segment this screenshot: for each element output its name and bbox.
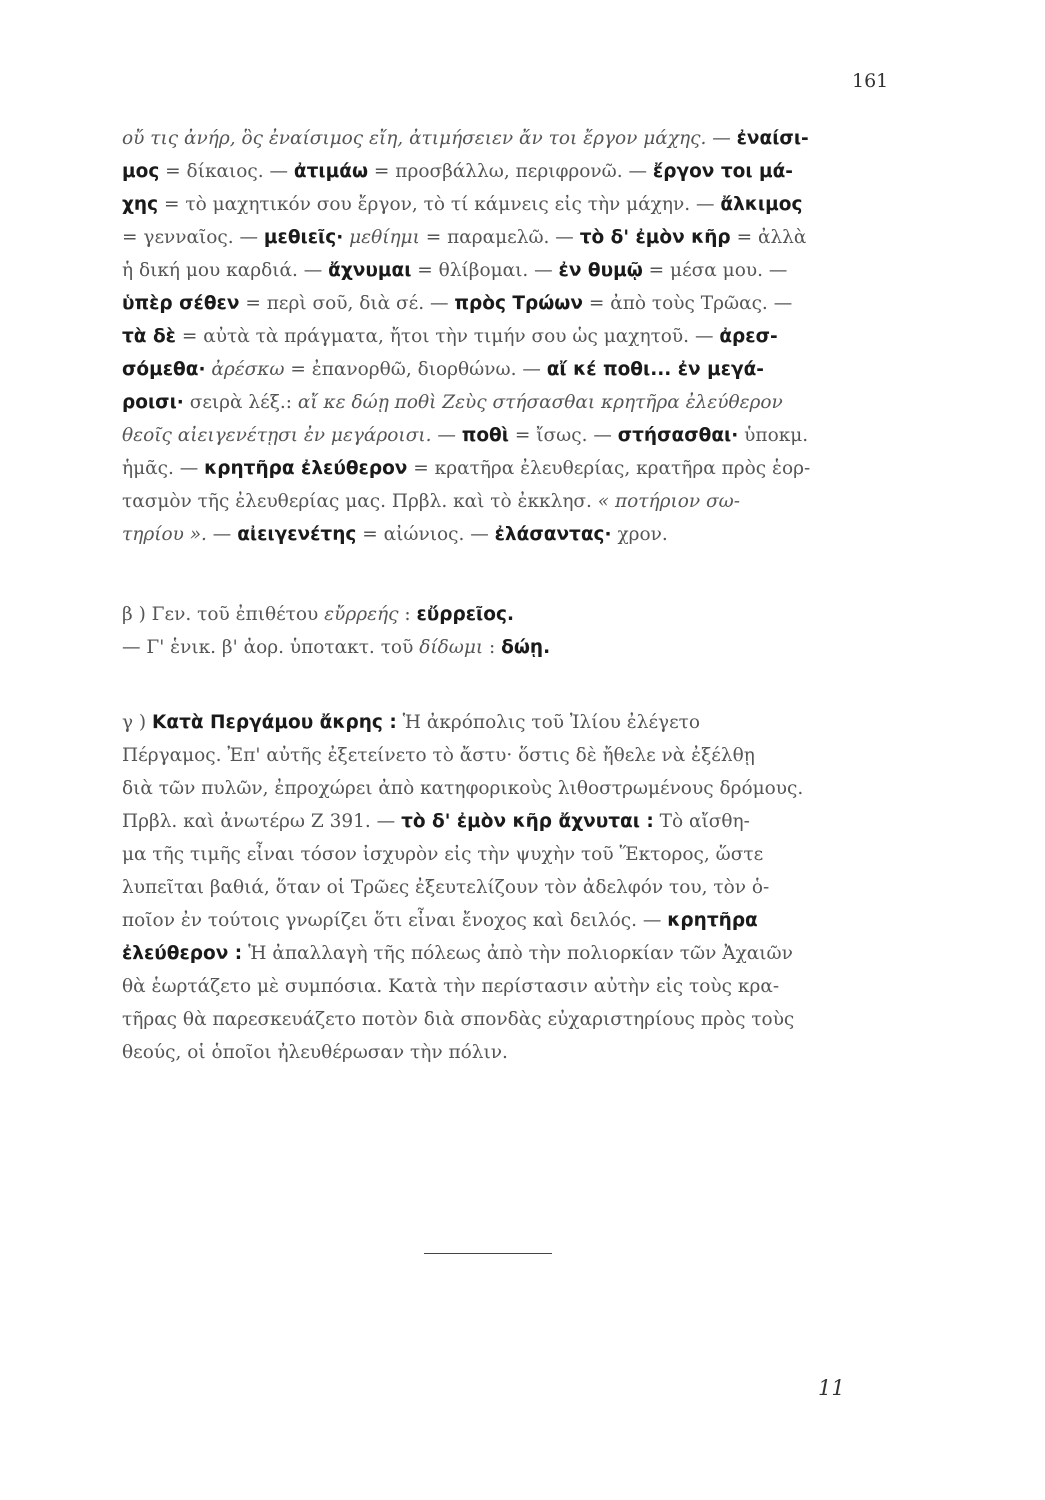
lemma-term: ποθὶ [461,425,509,446]
lemma-term: Κατὰ Περγάμου ἄκρης : [152,712,397,733]
gloss-text: = δίκαιος. — [159,161,294,182]
lemma-term: τὰ δὲ [122,326,176,347]
text-line [122,452,892,485]
gloss-text: = θλίβομαι. — [411,260,559,281]
quoted-text: δίδωμι [419,637,484,658]
gloss-text: = κρατῆρα ἐλευθερίας, κρατῆρα πρὸς ἑορ- [407,458,811,479]
text-line [122,353,892,386]
lemma-term: ἐν θυμῷ [558,260,643,281]
gloss-text: = μέσα μου. — [642,260,788,281]
quoted-text: εὔρρεής [324,604,399,625]
page-number: 161 [852,70,889,92]
lemma-term: χης [122,194,159,215]
gloss-text: = ἐπανορθῶ, διορθώνω. — [284,359,547,380]
gloss-text: = τὸ μαχητικόν σου ἔργον, τὸ τί κάμνεις εἰς τὴν μάχην. — [158,194,721,215]
text-line [122,739,892,772]
lemma-term: στήσασθαι· [617,425,739,446]
lemma-term: ἔργον τοι μά- [652,161,793,182]
text-line [122,838,892,871]
gloss-text: γ ) [122,712,153,733]
gloss-text: Ἡ ἀπαλλαγὴ τῆς πόλεως ἀπὸ τὴν πολιορκίαν τῶν Ἀχαιῶν [242,943,793,964]
gloss-text: : [483,637,502,658]
text-line [122,188,892,221]
lemma-term: εὔρρεῖος. [416,604,514,625]
text-line [122,419,892,452]
lemma-term: μεθιεῖς· [263,227,344,248]
quoted-text: αἴ κε δώῃ ποθὶ Ζεὺς στήσασθαι κρητῆρα ἐλεύθερον [297,392,783,413]
paragraph-body [122,706,892,1069]
quoted-text: ἀρέσκω [205,359,285,380]
gloss-text: θεούς, οἱ ὁποῖοι ἠλευθέρωσαν τὴν πόλιν. [122,1042,508,1063]
gloss-text: β ) Γεν. τοῦ ἐπιθέτου [122,604,325,625]
gloss-text: Πέργαμος. Ἐπ' αὐτῆς ἐξετείνετο τὸ ἄστυ· ὅστις δὲ ἤθελε νὰ ἐξέλθῃ [122,745,755,766]
text-line [122,386,892,419]
gloss-text: τασμὸν τῆς ἐλευθερίας μας. Πρβλ. καὶ τὸ ἐκκλησ. [122,491,598,512]
gloss-text: = ἀπὸ τοὺς Τρῶας. — [582,293,793,314]
text-line [122,871,892,904]
text-line [122,1036,892,1069]
gloss-text: ἡμᾶς. — [122,458,205,479]
paragraph-body [122,598,892,664]
text-line [122,631,892,664]
gloss-text: = ἀλλὰ [730,227,807,248]
gloss-text: = αἰώνιος. — [356,524,495,545]
section-divider-rule [424,1253,552,1254]
quoted-text: « ποτήριον σω- [597,491,740,512]
lemma-term: σόμεθα· [122,359,206,380]
gloss-text: = προσβάλλω, περιφρονῶ. — [368,161,653,182]
gloss-text: μα τῆς τιμῆς εἶναι τόσον ἰσχυρὸν εἰς τὴν ψυχὴν τοῦ Ἕκτορος, ὥστε [122,844,764,865]
paragraph-body [122,122,892,551]
text-line [122,1003,892,1036]
lemma-term: ἐλεύθερον : [122,943,243,964]
gloss-text: ἡ δική μου καρδιά. — [122,260,329,281]
gloss-text: Πρβλ. καὶ ἀνωτέρω Ζ 391. — [122,811,402,832]
gloss-text: — Γ' ἑνικ. β' ἀορ. ὑποτακτ. τοῦ [122,637,420,658]
text-line [122,970,892,1003]
text-line [122,320,892,353]
gloss-text: : [398,604,417,625]
lemma-term: αἰειγενέτης [237,524,357,545]
text-line [122,772,892,805]
gloss-text: = αὐτὰ τὰ πράγματα, ἤτοι τὴν τιμήν σου ὡς μαχητοῦ. — [175,326,720,347]
lemma-term: ἐναίσι- [736,128,809,149]
lemma-term: ροισι· [122,392,184,413]
printer-signature-mark: 11 [818,1376,845,1400]
text-line [122,254,892,287]
gloss-text: ὑποκμ. [738,425,809,446]
quoted-text: οὔ τις ἀνήρ, ὃς ἐναίσιμος εἴη, ἀτιμήσειεν ἄν τοι ἔργον μάχης. — [122,128,737,149]
gloss-text: Ἡ ἀκρόπολις τοῦ Ἰλίου ἐλέγετο [396,712,701,733]
lemma-term: μος [122,161,160,182]
lemma-term: ἐλάσαντας· [494,524,612,545]
quoted-text: θεοῖς αἰειγενέτῃσι ἐν μεγάροισι. — [122,425,462,446]
gloss-text: = παραμελῶ. — [419,227,580,248]
text-line [122,122,892,155]
commentary-paragraph-beta [122,598,892,664]
gloss-text: Τὸ αἴσθη- [653,811,750,832]
commentary-paragraph-gamma [122,706,892,1069]
quoted-text: τηρίου ». — [122,524,238,545]
lemma-term: αἴ κέ ποθι... ἐν μεγά- [546,359,764,380]
text-line [122,706,892,739]
text-line [122,287,892,320]
text-line [122,937,892,970]
text-line [122,221,892,254]
lemma-term: τὸ δ' ἐμὸν κῆρ ἄχνυται : [401,811,654,832]
gloss-text: τῆρας θὰ παρεσκευάζετο ποτὸν διὰ σπονδὰς εὐχαριστηρίους πρὸς τοὺς [122,1009,795,1030]
gloss-text: λυπεῖται βαθιά, ὅταν οἱ Τρῶες ἐξευτελίζουν τὸν ἀδελφόν του, τὸν ὁ- [122,877,770,898]
gloss-text: = ἴσως. — [508,425,618,446]
commentary-paragraph-notes [122,122,892,551]
lemma-term: ἄλκιμος [720,194,803,215]
gloss-text: θὰ ἑωρτάζετο μὲ συμπόσια. Κατὰ τὴν περίστασιν αὐτὴν εἰς τοὺς κρα- [122,976,780,997]
text-line [122,518,892,551]
gloss-text: σειρὰ λέξ.: [183,392,298,413]
lemma-term: ἄχνυμαι [328,260,412,281]
text-line [122,904,892,937]
gloss-text: = γενναῖος. — [122,227,264,248]
gloss-text: = περὶ σοῦ, διὰ σέ. — [239,293,455,314]
lemma-term: ἀρεσ- [719,326,778,347]
lemma-term: ἀτιμάω [293,161,369,182]
gloss-text: χρον. [611,524,668,545]
lemma-term: πρὸς Τρώων [454,293,583,314]
quoted-text: μεθίημι [343,227,420,248]
lemma-term: δώῃ. [501,637,551,658]
lemma-term: κρητῆρα ἐλεύθερον [204,458,408,479]
text-line [122,805,892,838]
text-line [122,485,892,518]
text-line [122,155,892,188]
lemma-term: κρητῆρα [667,910,758,931]
gloss-text: διὰ τῶν πυλῶν, ἐπροχώρει ἀπὸ κατηφορικοὺς λιθοστρωμένους δρόμους. [122,778,804,799]
lemma-term: τὸ δ' ἐμὸν κῆρ [579,227,731,248]
lemma-term: ὑπὲρ σέθεν [122,293,240,314]
text-line [122,598,892,631]
gloss-text: ποῖον ἐν τούτοις γνωρίζει ὅτι εἶναι ἔνοχος καὶ δειλός. — [122,910,668,931]
